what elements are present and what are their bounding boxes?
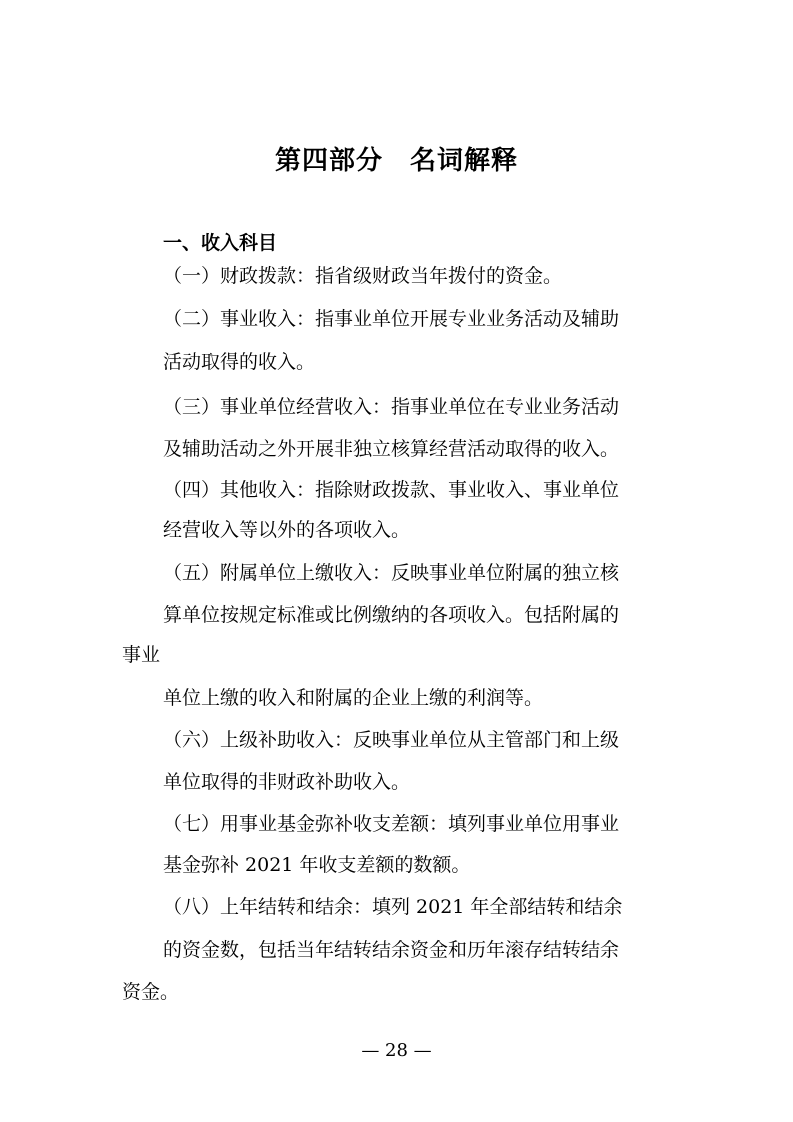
body-line: （三）事业单位经营收入：指事业单位在专业业务活动: [163, 396, 620, 418]
body-line: （六）上级补助收入：反映事业单位从主管部门和上级: [163, 729, 620, 751]
body-line: 活动取得的收入。: [163, 351, 316, 373]
body-line: 单位上缴的收入和附属的企业上缴的利润等。: [163, 687, 544, 709]
body-line: 及辅助活动之外开展非独立核算经营活动取得的收入。: [163, 438, 620, 460]
body-line: （五）附属单位上缴收入：反映事业单位附属的独立核: [163, 562, 620, 584]
body-line: （二）事业收入：指事业单位开展专业业务活动及辅助: [163, 308, 620, 330]
body-line: （一）财政拨款：指省级财政当年拨付的资金。: [163, 265, 563, 287]
body-line: （四）其他收入：指除财政拨款、事业收入、事业单位: [163, 479, 620, 501]
body-line: 资金。: [122, 981, 180, 1003]
body-line: 基金弥补 2021 年收支差额的数额。: [163, 854, 471, 876]
section-heading: 一、收入科目: [163, 232, 278, 254]
body-line: （七）用事业基金弥补收支差额：填列事业单位用事业: [163, 813, 620, 835]
body-line: 算单位按规定标准或比例缴纳的各项收入。包括附属的: [163, 604, 620, 626]
body-line: 的资金数，包括当年结转结余资金和历年滚存结转结余: [163, 939, 620, 961]
page-number: — 28 —: [361, 1040, 432, 1061]
body-line: 事业: [122, 644, 161, 666]
body-line: 单位取得的非财政补助收入。: [163, 771, 411, 793]
body-line: 经营收入等以外的各项收入。: [163, 519, 411, 541]
page-title: 第四部分 名词解释: [274, 146, 518, 176]
body-line: （八）上年结转和结余：填列 2021 年全部结转和结余: [163, 896, 623, 918]
